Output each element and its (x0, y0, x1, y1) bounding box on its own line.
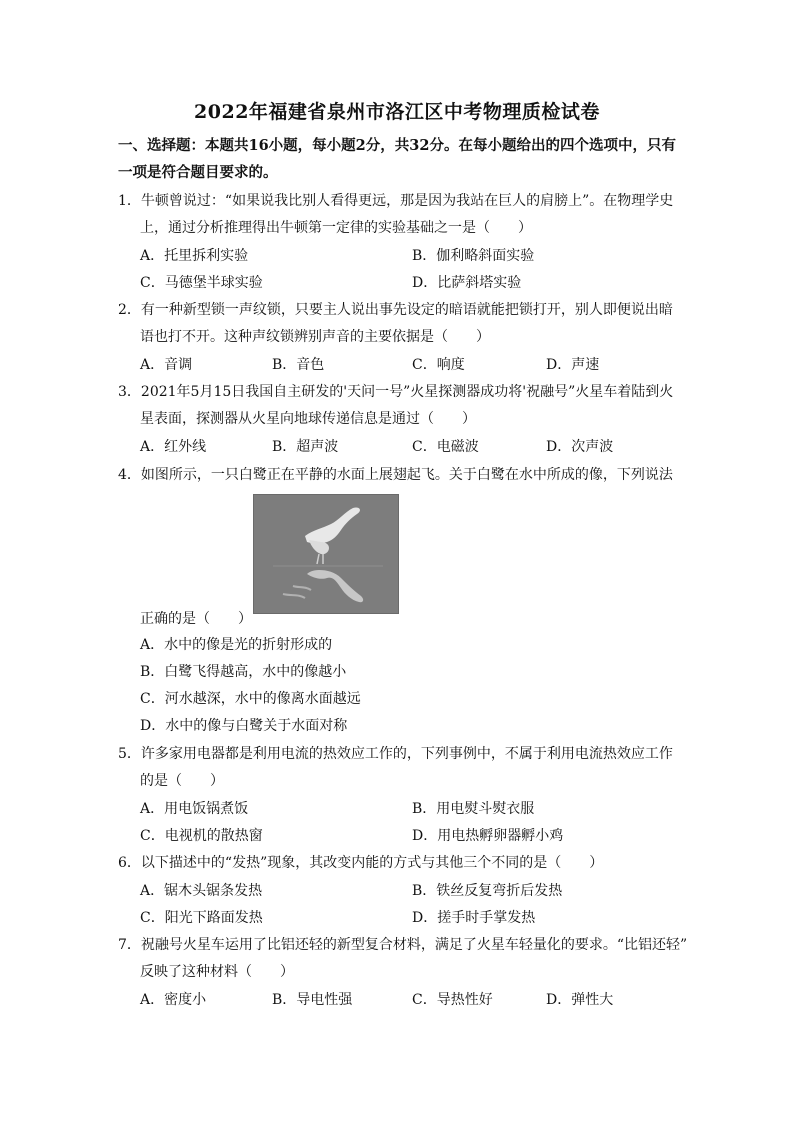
question-6-option-b: B．铁丝反复弯折后发热 (412, 883, 563, 899)
question-2-line-1: 2．有一种新型锁一声纹锁，只要主人说出事先设定的暗语就能把锁打开，别人即便说出暗 (118, 302, 673, 318)
section-heading: 一、选择题：本题共16小题，每小题2分，共32分。在每小题给出的四个选项中，只有一项是符合题目要求的。 (118, 137, 676, 181)
question-6-option-a: A．锯木头锯条发热 (140, 883, 263, 899)
question-7-option-d: D．弹性大 (546, 992, 614, 1008)
question-3-option-d: D．次声波 (546, 439, 614, 455)
question-2-option-c: C．响度 (412, 357, 465, 373)
question-3-option-b: B．超声波 (272, 439, 339, 455)
page-title: 2022年福建省泉州市洛江区中考物理质检试卷 (194, 101, 600, 123)
question-3-line-2: 星表面，探测器从火星向地球传递信息是通过（ ） (140, 411, 476, 427)
question-6-option-c: C．阳光下路面发热 (140, 910, 263, 926)
question-1-option-c: C．马德堡半球实验 (140, 275, 263, 291)
egret-photo-figure (253, 494, 399, 614)
question-4-option-a: A．水中的像是光的折射形成的 (140, 637, 333, 653)
question-1-option-b: B．伽利略斜面实验 (412, 248, 535, 264)
question-7-line-2: 反映了这种材料（ ） (140, 964, 294, 980)
question-4-option-b: B．白鹭飞得越高，水中的像越小 (140, 664, 347, 680)
question-6-line-1: 6．以下描述中的“发热”现象，其改变内能的方式与其他三个不同的是（ ） (118, 855, 604, 871)
question-7-option-a: A．密度小 (140, 992, 207, 1008)
question-6-option-d: D．搓手时手掌发热 (412, 910, 536, 926)
question-4-option-c: C．河水越深，水中的像离水面越远 (140, 691, 361, 707)
question-7-line-1: 7．祝融号火星车运用了比铝还轻的新型复合材料，满足了火星车轻量化的要求。“比铝还轻” (118, 937, 688, 953)
question-5-option-d: D．用电热孵卵器孵小鸡 (412, 828, 564, 844)
question-2-option-d: D．声速 (546, 357, 600, 373)
question-5-option-b: B．用电熨斗熨衣服 (412, 801, 535, 817)
question-5-option-c: C．电视机的散热窗 (140, 828, 263, 844)
question-1-line-2: 上，通过分析推理得出牛顿第一定律的实验基础之一是（ ） (140, 220, 532, 236)
question-5-line-2: 的是（ ） (140, 773, 224, 789)
question-2-option-b: B．音色 (272, 357, 325, 373)
question-4-line-1: 4．如图所示，一只白鹭正在平静的水面上展翅起飞。关于白鹭在水中所成的像，下列说法 (118, 467, 673, 483)
question-2-line-2: 语也打不开。这种声纹锁辨别声音的主要依据是（ ） (140, 329, 490, 345)
question-1-line-1: 1．牛顿曾说过：“如果说我比别人看得更远，那是因为我站在巨人的肩膀上”。在物理学史 (118, 193, 674, 209)
question-3-option-a: A．红外线 (140, 439, 207, 455)
question-5-line-1: 5．许多家用电器都是利用电流的热效应工作的，下列事例中，不属于利用电流热效应工作 (118, 746, 673, 762)
question-7-option-c: C．导热性好 (412, 992, 493, 1008)
question-5-option-a: A．用电饭锅煮饭 (140, 801, 249, 817)
question-1-option-d: D．比萨斜塔实验 (412, 275, 522, 291)
question-3-line-1: 3．2021年5月15日我国自主研发的'天问一号”火星探测器成功将'祝融号”火星车着陆到火 (118, 384, 674, 400)
question-1-option-a: A．托里拆利实验 (140, 248, 249, 264)
question-2-option-a: A．音调 (140, 357, 193, 373)
question-4-line-2: 正确的是（ ） (140, 611, 252, 627)
question-4-option-d: D．水中的像与白鹭关于水面对称 (140, 718, 348, 734)
question-7-option-b: B．导电性强 (272, 992, 353, 1008)
question-3-option-c: C．电磁波 (412, 439, 479, 455)
